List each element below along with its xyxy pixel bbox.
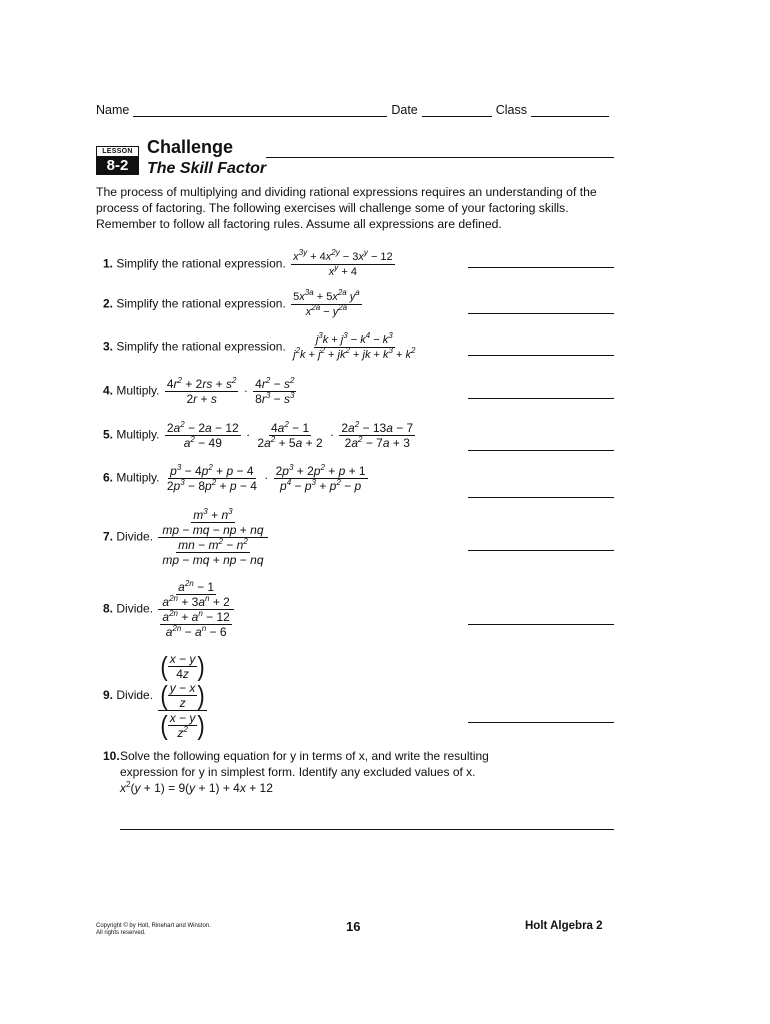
page-title: Challenge — [147, 137, 234, 157]
problem-prompt: Divide. — [116, 529, 154, 544]
problem-prompt: Simplify the rational expression. — [116, 296, 286, 311]
problem-6: 6. Multiply. $\frac{p^3 - 4p^2 + p - 4}{2p^3 - 8p^2 + p - 4}$ · $\frac{2p^3 + 2p^2 + p + 1}{p^4 - p^3 + p^2 - p}$ — [103, 463, 366, 493]
answer-line-8[interactable] — [468, 624, 614, 625]
problem-1 — [103, 250, 397, 279]
date-field[interactable] — [422, 104, 492, 117]
problem-prompt: Simplify the rational expression. — [116, 339, 286, 354]
page-subtitle: The Skill Factor — [147, 160, 267, 177]
problem-number: 5. — [103, 427, 114, 442]
problem-7 — [103, 508, 270, 567]
book-title: Holt Algebra 2 — [525, 920, 603, 932]
problem-prompt: Divide. — [116, 688, 154, 703]
page-number: 16 — [346, 919, 361, 934]
student-info-header — [96, 103, 614, 117]
problem-prompt-line2: expression for y in simplest form. Identify any excluded values of x. — [120, 765, 476, 779]
problem-prompt: Divide. — [116, 601, 154, 616]
problem-number: 4. — [103, 383, 114, 398]
answer-line-9[interactable] — [468, 722, 614, 723]
answer-line-7[interactable] — [468, 550, 614, 551]
problem-number: 2. — [103, 296, 114, 311]
problem-10 — [103, 748, 613, 796]
expression: $\frac{2a^2 - 2a - 12}{a^2 - 49}$ — [166, 420, 239, 450]
problem-prompt: Multiply. — [116, 383, 160, 398]
expression: $\frac{\frac{a^{2n} - 1}{a^{2n} + 3a^n + 2}}{\frac{a^{2n} + a^n - 12}{a^{2n} - a^n - 6}}$ — [158, 580, 233, 639]
expression: $\frac{4r^2 + 2rs + s^2}{2r + s}$ — [166, 376, 237, 406]
expression: ( $\frac{x - y}{4z}$ ) ( $\frac{y - x}{z}$ ) ( $\frac{x - y}{z^2}$ ) — [160, 650, 205, 740]
copyright-line-1: Copyright © by Holt, Rinehart and Winston. — [96, 923, 211, 929]
intro-paragraph: The process of multiplying and dividing rational expressions requires an understanding of the process of factoring. The following exercises will challenge some of your factoring skills. Remember to follow all factoring rules. Assume all expressions are defined. — [96, 185, 597, 231]
copyright-line-2: All rights reserved. — [96, 930, 146, 936]
title-divider — [266, 157, 614, 158]
problem-3 — [103, 333, 419, 362]
answer-line-4[interactable] — [468, 398, 614, 399]
date-label: Date — [391, 103, 418, 117]
problem-prompt: Multiply. — [116, 427, 160, 442]
lesson-tag: LESSON — [96, 146, 139, 157]
problem-5: 5. Multiply. $\frac{2a^2 - 2a - 12}{a^2 - 49}$ · $\frac{4a^2 - 1}{2a^2 + 5a + 2}$ · $\frac{2a^2 - 13a - 7}{2a^2 - 7a + 3}$ — [103, 420, 414, 450]
class-field[interactable] — [531, 104, 609, 117]
expression: $\frac{j^3k + j^3 - k^4 - k^3}{j^2k + j^2 + jk^2 + jk + k^3 + k^2}$ — [293, 331, 416, 361]
problem-4: 4. Multiply. $\frac{4r^2 + 2rs + s^2}{2r + s}$ · $\frac{4r^2 - s^2}{8r^3 - s^3}$ — [103, 376, 295, 406]
name-field[interactable] — [133, 104, 387, 117]
class-label: Class — [495, 103, 528, 117]
expression: $\frac{5x^{3a} + 5x^{2a} y^a}{x^{2a} - y^{2a}}$ — [293, 288, 360, 318]
problem-number: 8. — [103, 601, 114, 616]
problem-number: 1. — [103, 256, 114, 271]
expression: $\frac{x^{3y} + 4x^{2y} - 3x^y - 12}{x^y + 4}$ — [293, 248, 393, 278]
problem-2 — [103, 290, 364, 319]
answer-line-6[interactable] — [468, 497, 614, 498]
expression: $\frac{2a^2 - 13a - 7}{2a^2 - 7a + 3}$ — [341, 420, 414, 450]
problem-8 — [103, 580, 236, 639]
expression: $\frac{p^3 - 4p^2 + p - 4}{2p^3 - 8p^2 + p - 4}$ — [166, 463, 257, 493]
expression: $\frac{4r^2 - s^2}{8r^3 - s^3}$ — [255, 376, 295, 406]
lesson-badge — [96, 146, 139, 175]
problem-number: 6. — [103, 470, 114, 485]
answer-line-1[interactable] — [468, 267, 614, 268]
problem-prompt: Multiply. — [116, 470, 160, 485]
copyright-notice — [96, 923, 211, 937]
expression: $\frac{\frac{m^3 + n^3}{mp - mq - np + nq}}{\frac{mn - m^2 - n^2}{mp - mq + np - nq}}$ — [158, 508, 267, 567]
equation: $x^2(y + 1) = 9(y + 1) + 4x + 12$ — [120, 780, 273, 795]
problem-number: 10. — [103, 749, 120, 763]
answer-line-3[interactable] — [468, 355, 614, 356]
lesson-number: 8-2 — [96, 157, 139, 175]
answer-line-2[interactable] — [468, 313, 614, 314]
name-label: Name — [96, 103, 130, 117]
problem-number: 3. — [103, 339, 114, 354]
expression: $\frac{2p^3 + 2p^2 + p + 1}{p^4 - p^3 + p^2 - p}$ — [275, 463, 366, 493]
problem-prompt: Simplify the rational expression. — [116, 256, 286, 271]
answer-line-10[interactable] — [120, 829, 614, 830]
problem-9 — [103, 652, 209, 740]
answer-line-5[interactable] — [468, 450, 614, 451]
problem-number: 9. — [103, 688, 114, 703]
expression: $\frac{4a^2 - 1}{2a^2 + 5a + 2}$ — [257, 420, 323, 450]
problem-number: 7. — [103, 529, 114, 544]
problem-prompt-line1: Solve the following equation for y in terms of x, and write the resulting — [120, 749, 489, 763]
